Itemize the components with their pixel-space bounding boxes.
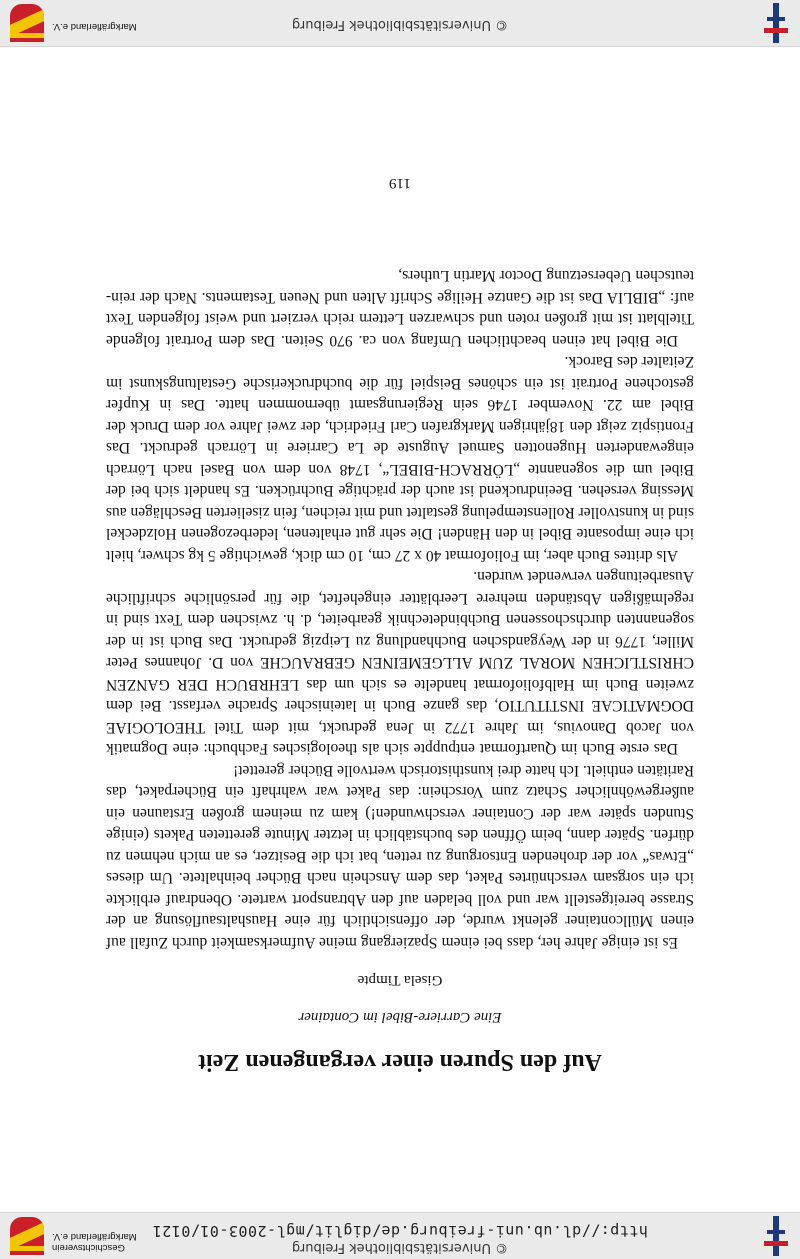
paragraph: Es ist einige Jahre her, dass bei einem Spaziergang meine Aufmerksamkeit durch Zufall auf einen Müllcontainer gelenkt wurde, der offensichtlich für eine Haushaltsauflösung an der Strasse bereitgestellt war und voll beladen auf den Abtransport wartete. Obendrauf erblickte ich ein sorgsam verschnürtes Paket, das dem Anschein nach Bücher beinhaltete. Um dieses „Etwas“ vor der drohenden Entsorgung zu retten, bat ich die Besitzer, es an mich nehmen zu dürfen. Später dann, beim Öffnen des buchstäblich in letzter Minute geretteten Pakets (einige Stunden später war der Container verschwunden!) kam zu meinem großen Erstaunen ein außergewöhnlicher Schatz zum Vorschein: das Paket war wahrhaft ein Bücherpaket, das Raritäten enthielt. Ich hatte drei kunsthistorisch wertvolle Bücher gerettet! (106, 762, 694, 951)
library-footer-bar (0, 0, 800, 47)
article-body (106, 265, 694, 1077)
article-subtitle: Eine Carriere-Bibel im Container (298, 1009, 502, 1025)
library-copyright-footer: © Universitätsbibliothek Freiburg (291, 17, 509, 32)
paragraph: Die Bibel hat einen beachtlichen Umfang von ca. 970 Seiten. Das dem Portrait folgende Titelblatt ist mit großen roten und schwarzen Lettern reich verziert und weist folgenden Text auf: „BIBLIA Das ist die Gantze Heilige Schrift Alten und Neuen Testaments. Nach der rein-teutschen Uebersetzung Doctor Martin Luthers, (106, 267, 694, 349)
society-name (52, 1231, 137, 1253)
society-name-line2: Markgräflerland e.V. (52, 1231, 137, 1242)
page-number: 119 (389, 175, 411, 191)
article-author: Gisela Timpte (357, 972, 443, 988)
society-name-line1: Geschichtsverein (52, 1242, 125, 1253)
society-region-footer: Markgräflerland e.V. (52, 21, 137, 32)
library-copyright: © Universitätsbibliothek Freiburg (291, 1240, 509, 1255)
paragraph: Als drittes Buch aber, im Folioformat 40 x 27 cm, 10 cm dick, gewichtige 5 kg schwer, hielt ich eine imposante Bibel in den Händen! Die sehr gut erhaltenen, lederbezogenen Holzdeckel sind in kunstvoller Rollenstempelung gestaltet und mit reichen, fein ziselierten Beschlägen aus Messing versehen. Beeindruckend ist auch der prächtige Buchrücken. Es handelt sich bei der Bibel um die sogenannte „LÖRRACH-BIBEL“, 1748 von dem von Basel nach Lörrach eingewanderten Hugenotten Samuel Auguste de La Carriere in Lörrach gedruckt. Das Frontispiz zeigt den 18jährigen Markgrafen Carl Friedrich, der zwei Jahre vor dem Druck der Bibel am 22. November 1746 sein Regierungsamt übernommen hatte. Das in Kupfer gestochene Portrait ist ein schönes Beispiel für die buchdruckerische Gestaltungskunst im Zeitalter des Barock. (106, 353, 694, 564)
document-url-link[interactable]: http://dl.ub.uni-freiburg.de/diglit/mgl-2003-01/0121 (152, 1222, 648, 1240)
article-title: Auf den Spuren einer vergangenen Zeit (198, 1049, 602, 1075)
paragraph: Das erste Buch im Quartformat entpuppte sich als theologisches Fachbuch: eine Dogmatik von Jacob Danovius, im Jahre 1772 in Jena gedruckt, mit dem Titel THEOLOGIAE DOGMATICAE INSTITUTIO, das ganze Buch in lateinischer Sprache verfasst. Bei dem zweiten Buch im Halbfolioformat handelte es sich um das LEHRBUCH DER GANZEN CHRISTLICHEN MORAL ZUM ALLGEMEINEN GEBRAUCHE von D. Johannes Peter Miller, 1776 in der Weygandschen Buchhandlung zu Leipzig gedruckt. Das Buch ist in der sogenannten durchschossenen Buchbindetechnik gearbeitet, d. h. zwischen dem Text sind in regelmäßigen Abständen mehrere Leerblätter eingeheftet, die für persönliche schriftliche Ausarbeitungen verwendet wurden. (106, 568, 694, 758)
library-header-bar (0, 1212, 800, 1259)
society-crest-icon (10, 1217, 44, 1255)
society-crest-icon (10, 4, 44, 42)
